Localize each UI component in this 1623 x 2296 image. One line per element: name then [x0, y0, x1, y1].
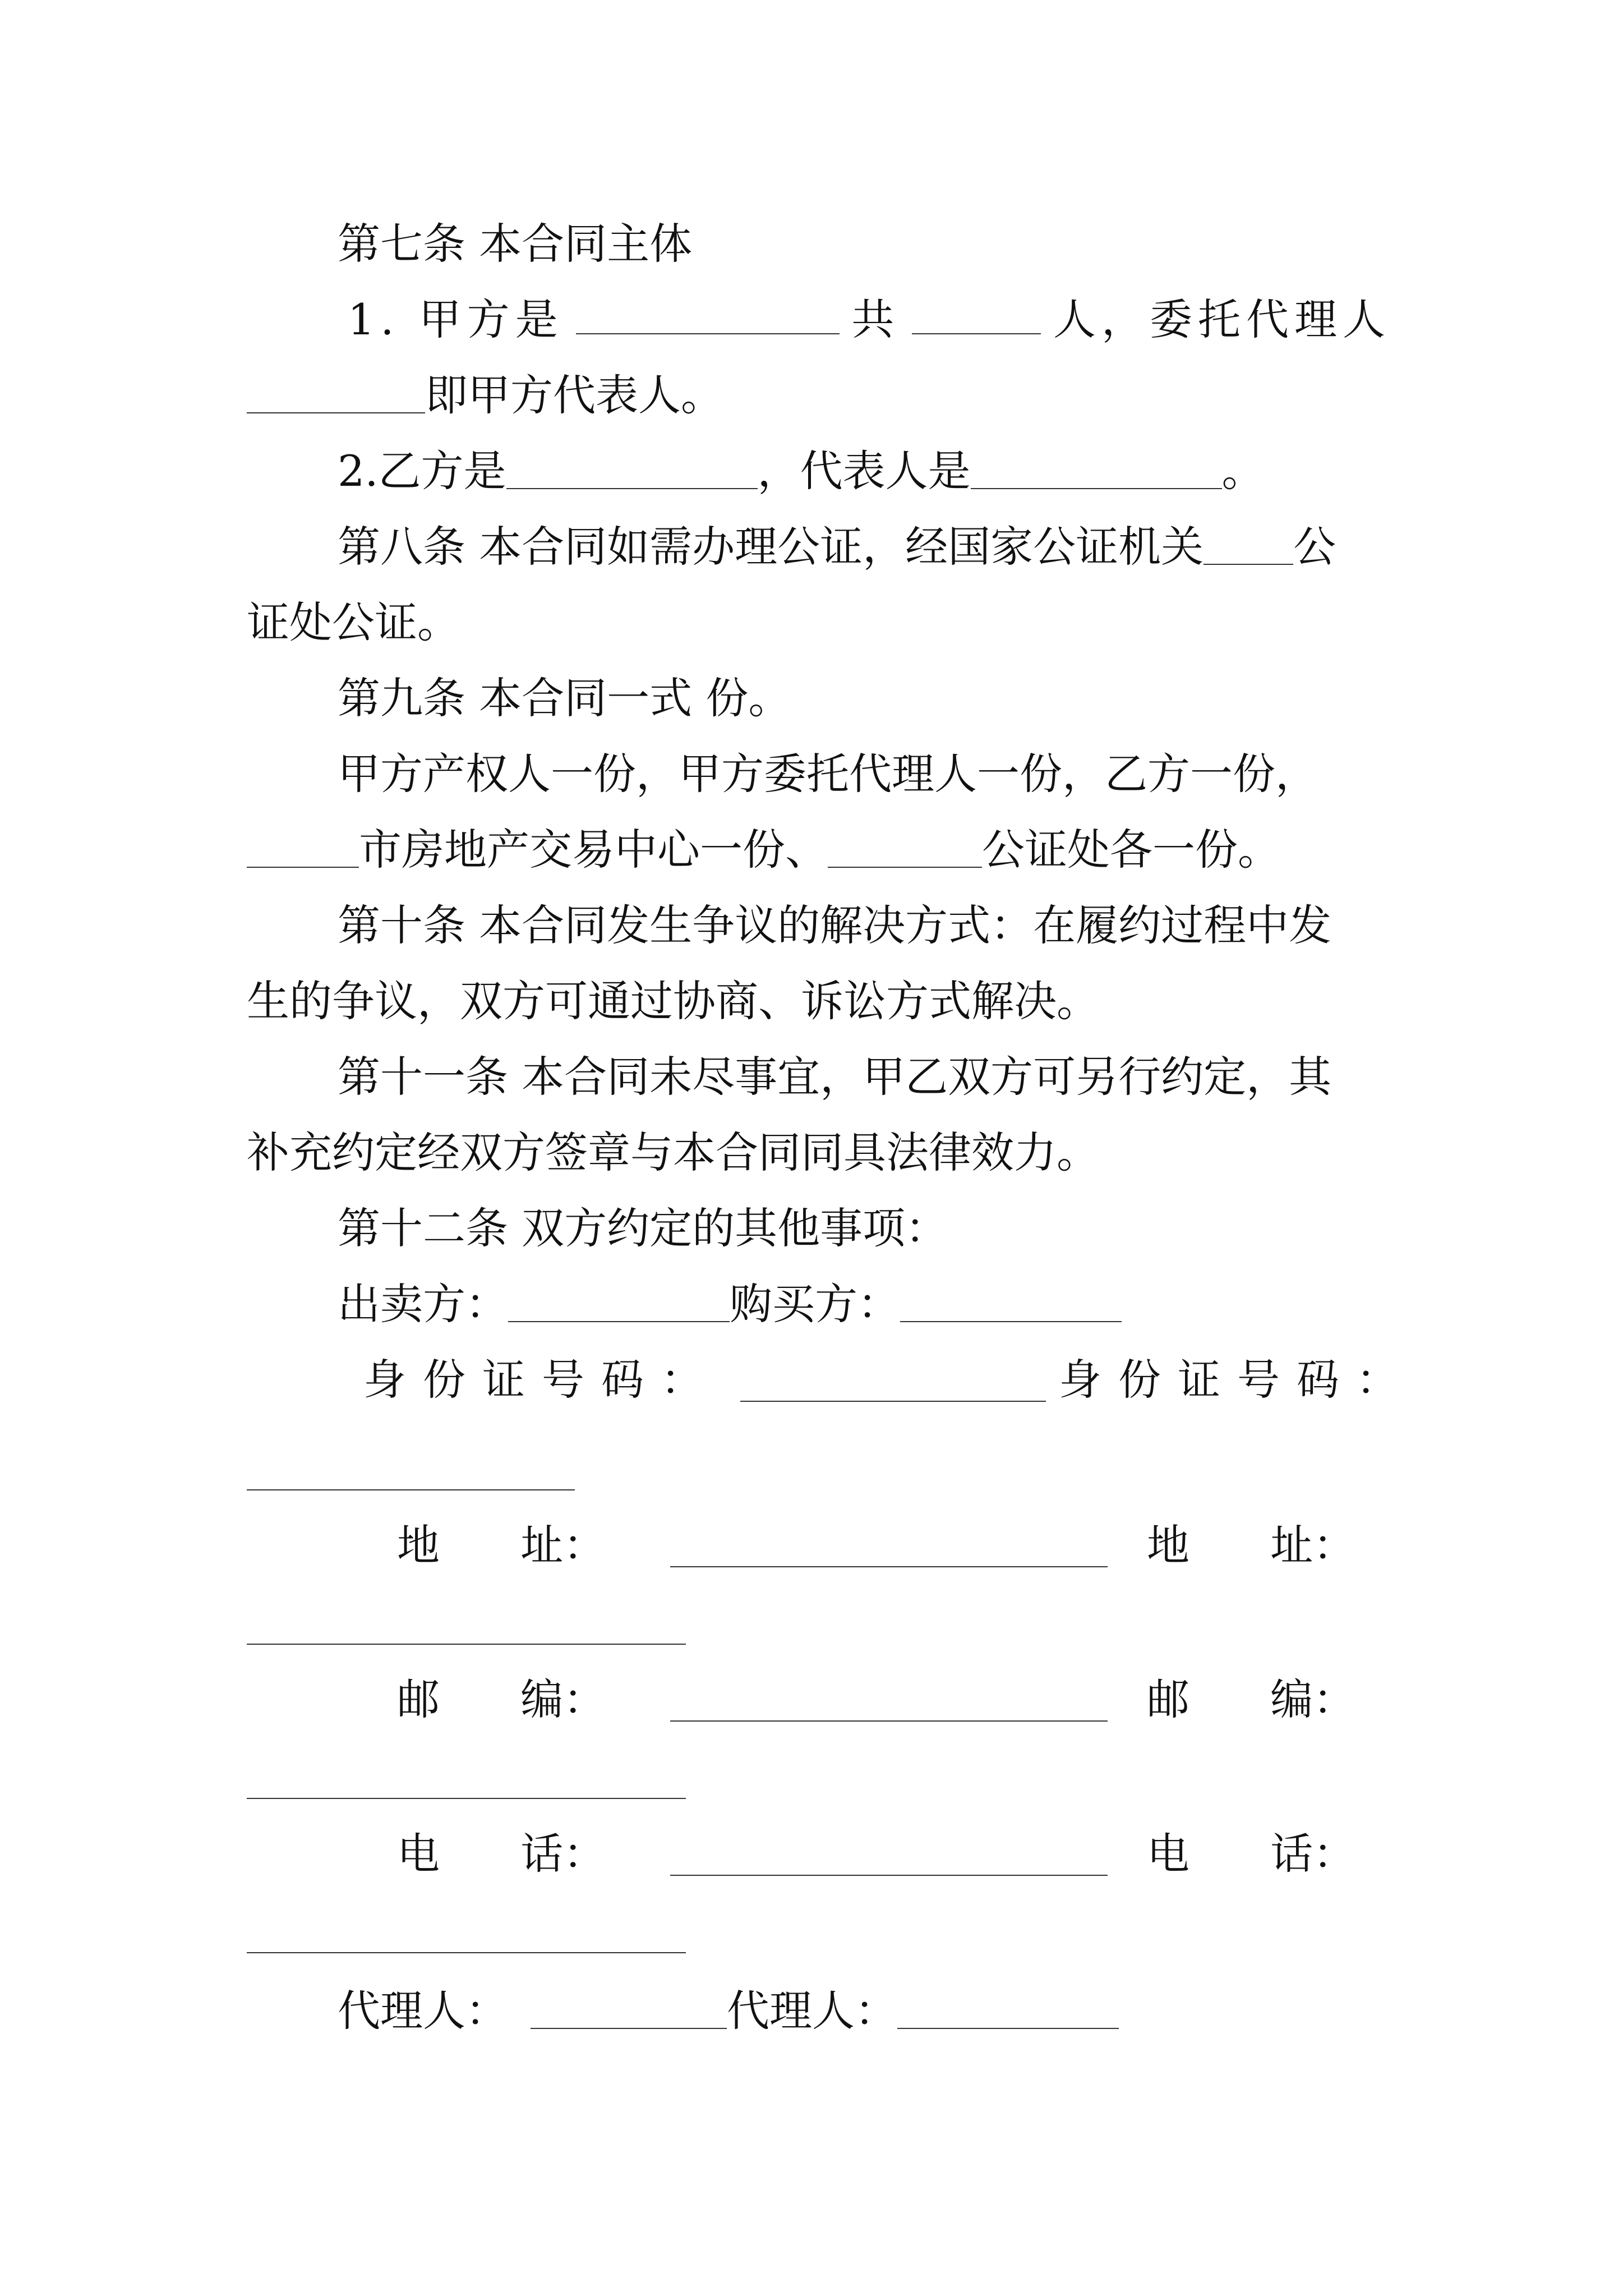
seller-buyer-line — [247, 1273, 1391, 1335]
buyer-address-blank[interactable] — [247, 1644, 686, 1645]
buyer-phone-label: 电 话： — [1147, 1829, 1356, 1879]
article11-line2 — [247, 1122, 1391, 1184]
notary-office-blank[interactable] — [1204, 524, 1293, 565]
phone-line — [247, 1823, 1391, 1885]
article10-line2 — [247, 970, 1391, 1032]
article9-line2-a: 市房地产交易中心一份、 — [359, 825, 828, 875]
seller-agent-label: 代理人： — [338, 1986, 508, 2036]
party-a-name-blank[interactable] — [576, 294, 840, 334]
buyer-blank[interactable] — [900, 1282, 1122, 1322]
article8-line1-end: 公 — [1293, 522, 1336, 572]
article8-line2 — [247, 592, 1391, 654]
seller-address-label: 地 址： — [397, 1520, 606, 1570]
notary-blank[interactable] — [828, 827, 982, 868]
seller-blank[interactable] — [508, 1282, 730, 1322]
article11-line1-text: 第十一条 本合同未尽事宜，甲乙双方可另行约定，其 — [338, 1052, 1332, 1102]
article10-line1 — [247, 895, 1391, 956]
article8-text: 第八条 本合同如需办理公证，经国家公证机关 — [338, 522, 1204, 572]
seller-address-blank[interactable] — [670, 1527, 1108, 1567]
article9-title — [247, 668, 1391, 729]
article11-line1 — [247, 1046, 1391, 1108]
article7-party-a-rep-line — [247, 365, 1391, 426]
article12-title — [247, 1198, 1391, 1259]
article7-party-b-line — [247, 440, 1391, 502]
article10-line1-text: 第十条 本合同发生争议的解决方式：在履约过程中发 — [338, 900, 1332, 950]
city-blank[interactable] — [247, 827, 359, 868]
article9-line2-b: 公证处各一份。 — [982, 825, 1280, 875]
seller-postcode-blank[interactable] — [670, 1681, 1108, 1722]
seller-phone-blank[interactable] — [670, 1835, 1108, 1876]
buyer-phone-blank[interactable] — [247, 1952, 686, 1953]
seller-id-blank[interactable] — [740, 1361, 1046, 1402]
buyer-postcode-blank[interactable] — [247, 1798, 686, 1799]
seller-label: 出卖方： — [338, 1279, 508, 1329]
party-b-prefix: 2.乙方是 — [338, 446, 506, 496]
party-a-prefix: 1. 甲方是 — [348, 295, 564, 344]
seller-postcode-label: 邮 编： — [397, 1674, 606, 1724]
article10-line2-text: 生的争议，双方可通过协商、诉讼方式解决。 — [247, 976, 1099, 1026]
buyer-label: 购买方： — [730, 1279, 900, 1329]
seller-agent-blank[interactable] — [531, 1989, 727, 2029]
buyer-agent-label: 代理人： — [727, 1986, 897, 2036]
article8-line2-text: 证处公证。 — [247, 597, 460, 647]
id-number-line — [247, 1349, 1415, 1411]
article7-title-text: 第七条 本合同主体 — [338, 219, 693, 269]
buyer-address-label: 地 址： — [1147, 1520, 1356, 1570]
address-line — [247, 1515, 1391, 1576]
party-b-end: 。 — [1221, 446, 1265, 496]
party-b-rep-blank[interactable] — [971, 449, 1222, 489]
article7-title — [247, 213, 1391, 275]
article9-line1-text: 甲方产权人一份，甲方委托代理人一份，乙方一份， — [338, 749, 1318, 799]
article9-title-text: 第九条 本合同一式 份。 — [338, 673, 791, 723]
buyer-postcode-label: 邮 编： — [1147, 1674, 1356, 1724]
buyer-id-label: 身份证号码： — [1059, 1355, 1415, 1405]
agent-line — [247, 1980, 1391, 2042]
party-a-count-blank[interactable] — [912, 294, 1041, 334]
article7-party-a-line — [247, 289, 1391, 351]
seller-phone-label: 电 话： — [397, 1829, 606, 1879]
party-b-name-blank[interactable] — [506, 449, 758, 489]
article8-line1 — [247, 516, 1391, 578]
party-a-rep-suffix: 即甲方代表人。 — [425, 370, 723, 420]
article11-line2-text: 补充约定经双方签章与本合同同具法律效力。 — [247, 1128, 1099, 1177]
party-a-count-suffix: 人，委托代理人 — [1053, 295, 1391, 344]
postcode-line — [247, 1669, 1391, 1731]
party-a-count-prefix: 共 — [851, 295, 900, 344]
party-a-agent-blank[interactable] — [247, 373, 425, 413]
buyer-agent-blank[interactable] — [897, 1989, 1119, 2029]
article9-line1 — [247, 743, 1391, 805]
party-b-rep-label: ，代表人是 — [757, 446, 971, 496]
seller-id-label: 身份证号码： — [363, 1355, 720, 1405]
article12-title-text: 第十二条 双方约定的其他事项： — [338, 1203, 948, 1253]
article9-line2 — [247, 819, 1391, 881]
buyer-id-blank[interactable] — [247, 1489, 575, 1490]
